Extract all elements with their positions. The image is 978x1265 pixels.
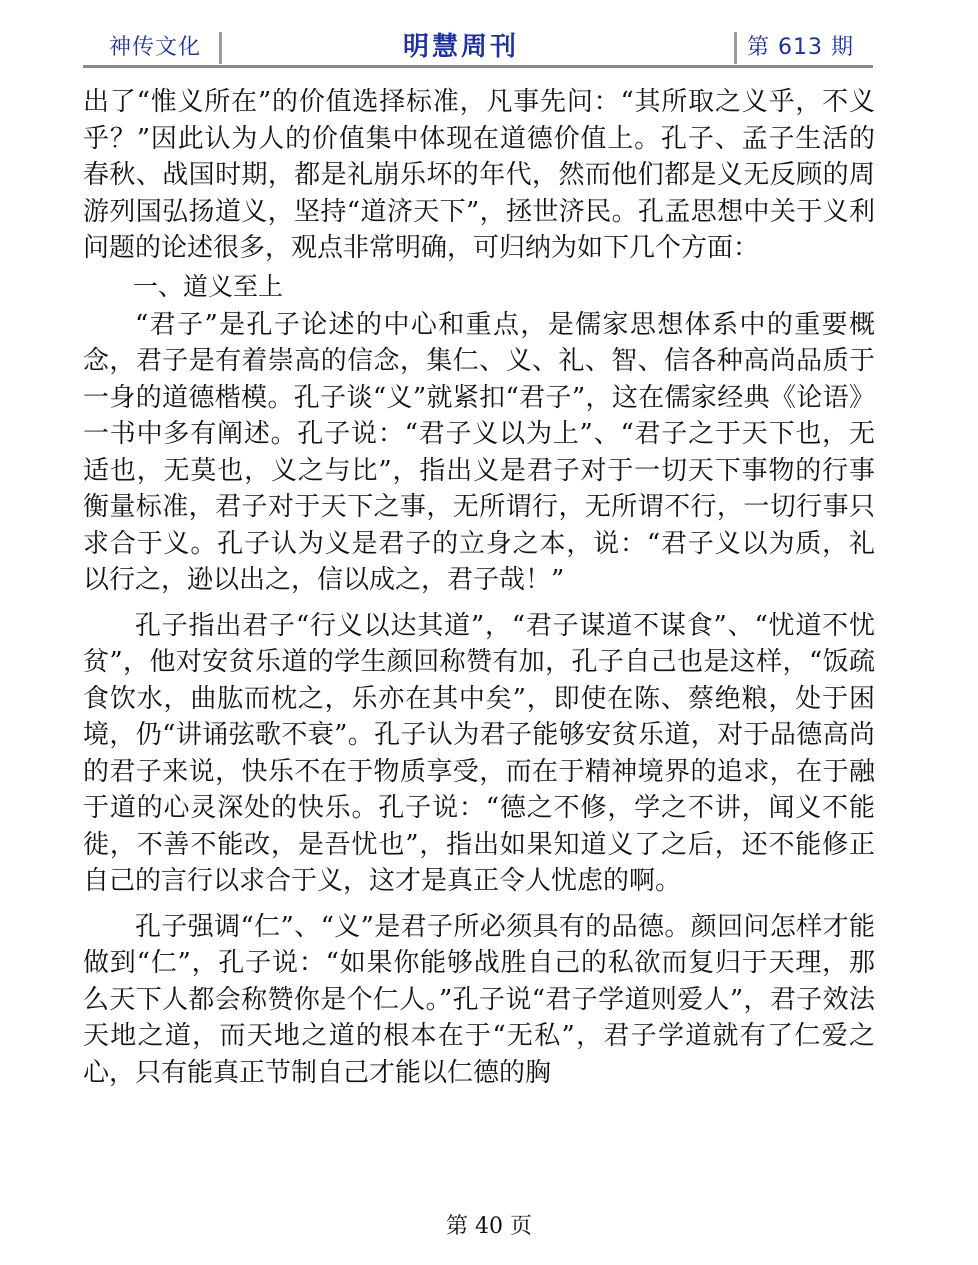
section-heading: 一、道义至上 xyxy=(133,271,284,301)
paragraph: 孔子指出君子“行义以达其道”，“君子谋道不谋食”、“忧道不忧贫”，他对安贫乐道的学生颜回称赞有加，孔子自己也是这样，“饭疏食饮水，曲肱而枕之，乐亦在其中矣”，即使在陈、蔡绝粮，处于困境，仍“讲诵弦歌不衰”。孔子认为君子能够安贫乐道，对于品德高尚的君子来说，快乐不在于物质享受，而在于精神境界的追求，在于融于道的心灵深处的快乐。孔子说：“德之不修，学之不讲，闻义不能徙，不善不能改，是吾忧也”，指出如果知道义了之后，还不能修正自己的言行以求合于义，这才是真正令人忧虑的啊。 xyxy=(83,610,875,896)
header-divider xyxy=(734,32,737,64)
article-body xyxy=(83,84,875,1091)
issue-number: 第 613 期 xyxy=(747,35,854,60)
header-rule xyxy=(83,65,873,68)
paragraph: 孔子强调“仁”、“义”是君子所必须具有的品德。颜回问怎样才能做到“仁”，孔子说：“如果你能够战胜自己的私欲而复归于天理，那么天下人都会称赞你是个仁人。”孔子说“君子学道则爱人”，君子效法天地之道，而天地之道的根本在于“无私”，君子学道就有了仁爱之心，只有能真正节制自己才能以仁德的胸 xyxy=(83,911,875,1088)
page-header xyxy=(83,26,873,68)
section-label: 神传文化 xyxy=(109,35,202,60)
page-number: 第 40 页 xyxy=(446,1214,532,1239)
paragraph: 出了“惟义所在”的价值选择标准，凡事先问：“其所取之义乎，不义乎？”因此认为人的价值集中体现在道德价值上。孔子、孟子生活的春秋、战国时期，都是礼崩乐坏的年代，然而他们都是义无反顾的周游列国弘扬道义，坚持“道济天下”，拯世济民。孔孟思想中关于义利问题的论述很多，观点非常明确，可归纳为如下几个方面： xyxy=(83,87,875,263)
header-divider xyxy=(219,32,222,64)
publication-title: 明慧周刊 xyxy=(403,32,520,62)
paragraph: “君子”是孔子论述的中心和重点，是儒家思想体系中的重要概念，君子是有着崇高的信念，集仁、义、礼、智、信各种高尚品质于一身的道德楷模。孔子谈“义”就紧扣“君子”，这在儒家经典《论语》一书中多有阐述。孔子说：“君子义以为上”、“君子之于天下也，无适也，无莫也，义之与比”，指出义是君子对于一切天下事物的行事衡量标准，君子对于天下之事，无所谓行，无所谓不行，一切行事只求合于义。孔子认为义是君子的立身之本，说：“君子义以为质，礼以行之，逊以出之，信以成之，君子哉！” xyxy=(83,309,875,595)
